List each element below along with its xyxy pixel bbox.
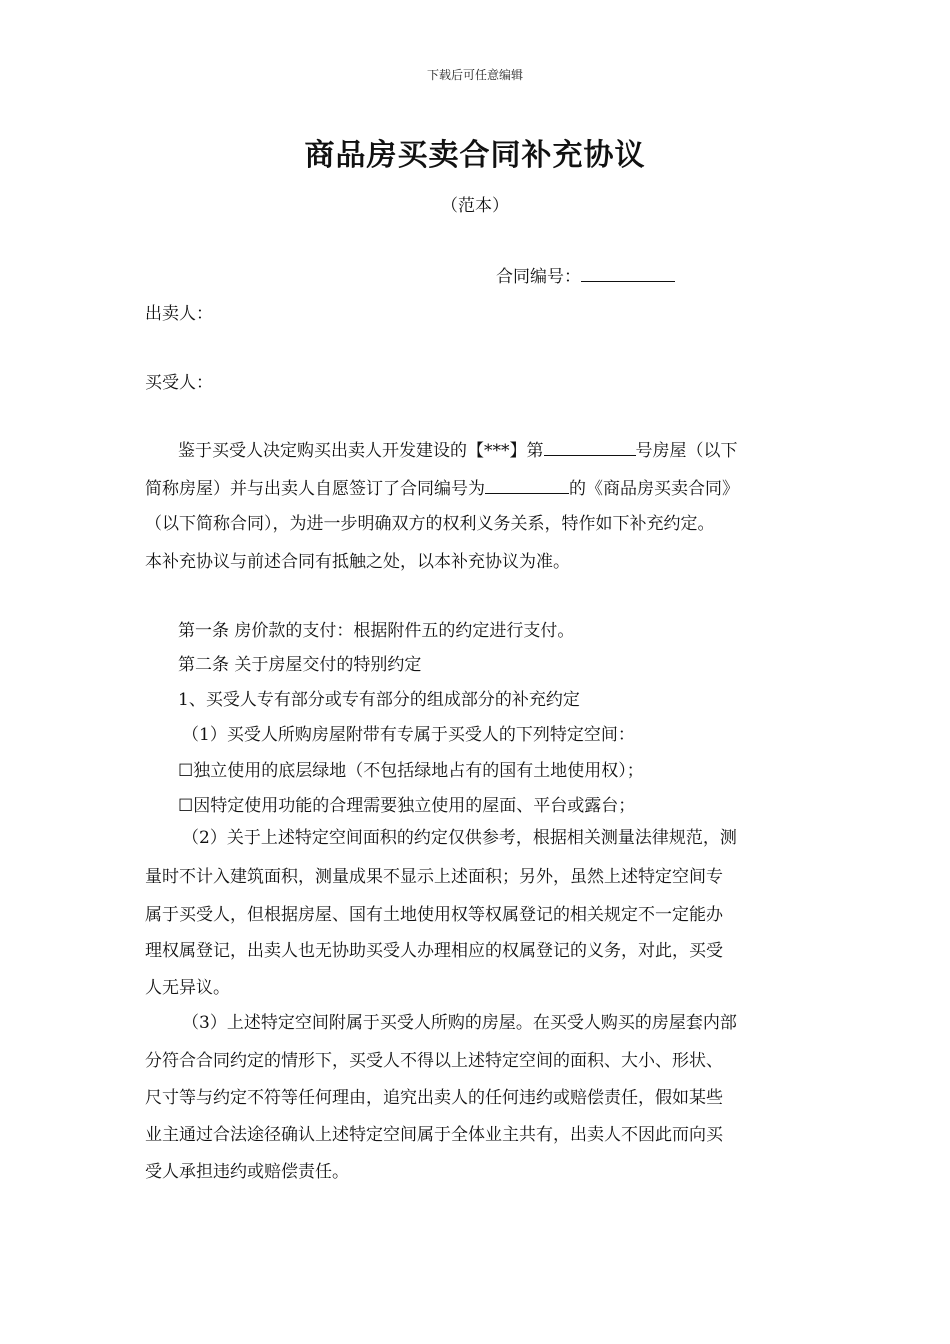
preamble-line-1 [178, 437, 738, 462]
buyer-label: 买受人： [145, 373, 213, 393]
contract-number-blank [581, 263, 675, 282]
clause-2-1-2-line-4: 理权属登记，出卖人也无协助买受人办理相应的权属登记的义务，对此，买受 [145, 941, 723, 961]
clause-2-1-3-line-5: 受人承担违约或赔偿责任。 [145, 1162, 349, 1182]
clause-2-1-3-line-4: 业主通过合法途径确认上述特定空间属于全体业主共有，出卖人不因此而向买 [145, 1125, 723, 1145]
contract-ref-blank [485, 475, 569, 494]
clause-2-1-3-line-2: 分符合合同约定的情形下，买受人不得以上述特定空间的面积、大小、形状、 [145, 1051, 723, 1071]
preamble-text: 鉴于买受人决定购买出卖人开发建设的【***】第 [178, 441, 544, 461]
clause-2-title: 第二条 关于房屋交付的特别约定 [178, 655, 422, 675]
clause-2-1-title: 1、买受人专有部分或专有部分的组成部分的补充约定 [178, 690, 580, 710]
checkbox-option-2: ☐因特定使用功能的合理需要独立使用的屋面、平台或露台； [178, 796, 636, 816]
preamble-text: 的《商品房买卖合同》 [569, 479, 739, 499]
clause-2-1-1: （1）买受人所购房屋附带有专属于买受人的下列特定空间： [182, 725, 635, 745]
clause-2-1-2-line-2: 量时不计入建筑面积，测量成果不显示上述面积；另外，虽然上述特定空间专 [145, 867, 723, 887]
clause-1: 第一条 房价款的支付：根据附件五的约定进行支付。 [178, 621, 575, 641]
preamble-text: 号房屋（以下 [635, 441, 738, 461]
preamble-line-3: （以下简称合同），为进一步明确双方的权利义务关系，特作如下补充约定。 [145, 514, 715, 534]
clause-2-1-3-line-3: 尺寸等与约定不符等任何理由，追究出卖人的任何违约或赔偿责任，假如某些 [145, 1088, 723, 1108]
clause-2-1-2-line-1: （2）关于上述特定空间面积的约定仅供参考，根据相关测量法律规范，测 [182, 828, 737, 848]
seller-label: 出卖人： [145, 304, 213, 324]
preamble-line-2 [145, 475, 739, 500]
checkbox-option-1: ☐独立使用的底层绿地（不包括绿地占有的国有土地使用权）； [178, 761, 644, 781]
contract-number-label: 合同编号： [496, 267, 581, 287]
clause-2-1-2-line-5: 人无异议。 [145, 978, 230, 998]
preamble-line-4: 本补充协议与前述合同有抵触之处，以本补充协议为准。 [145, 552, 570, 572]
clause-2-1-2-line-3: 属于买受人，但根据房屋、国有土地使用权等权属登记的相关规定不一定能办 [145, 905, 723, 925]
clause-2-1-3-line-1: （3）上述特定空间附属于买受人所购的房屋。在买受人购买的房屋套内部 [182, 1013, 737, 1033]
contract-number-line [496, 262, 675, 287]
house-number-blank [544, 437, 636, 456]
header-note: 下载后可任意编辑 [426, 68, 523, 82]
document-title: 商品房买卖合同补充协议 [304, 138, 646, 173]
document-subtitle: （范本） [441, 196, 509, 216]
preamble-text: 简称房屋）并与出卖人自愿签订了合同编号为 [145, 479, 485, 499]
